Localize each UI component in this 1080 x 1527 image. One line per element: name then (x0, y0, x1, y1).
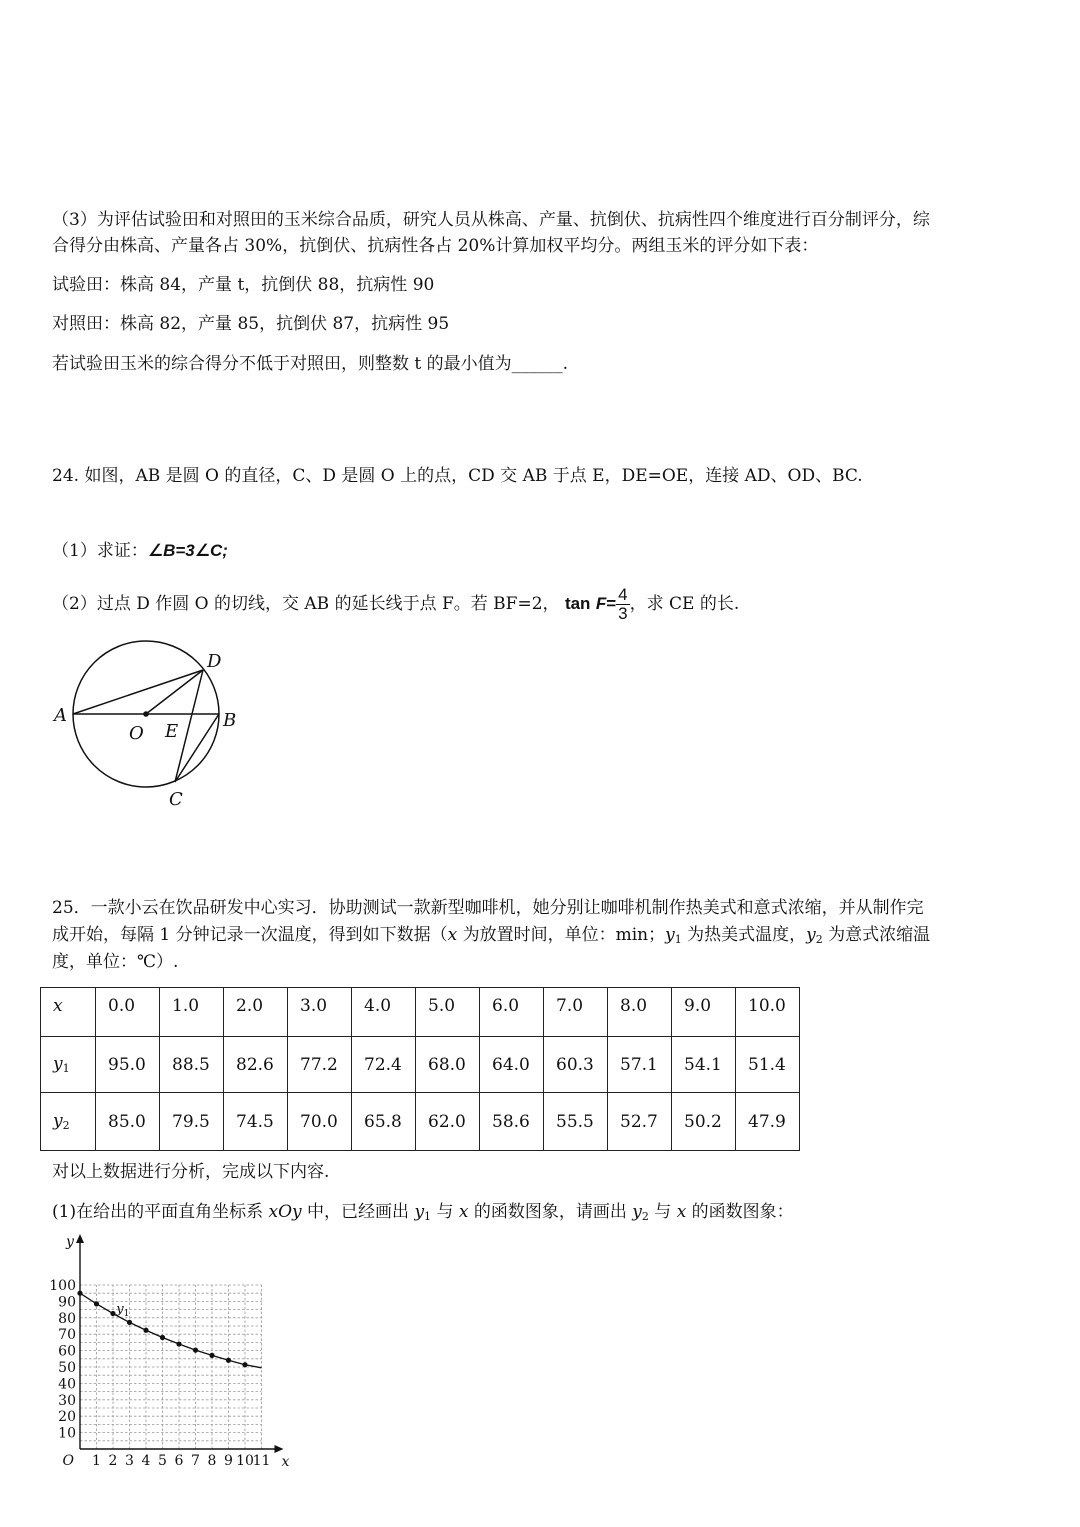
table-cell-y2-1: 79.5 (160, 1093, 224, 1151)
table-header-y2-main: y (53, 1111, 63, 1131)
table-cell-x-9: 9.0 (672, 988, 736, 1037)
q23-part3-line2: 合得分由株高、产量各占 30%，抗倒伏、抗病性各占 20%计算加权平均分。两组玉米的评分如下表： (52, 236, 819, 256)
q25-var-x: x (447, 925, 458, 945)
table-cell-y2-10: 47.9 (736, 1093, 800, 1151)
table-cell-x-1: 1.0 (160, 988, 224, 1037)
table-cell-y2-6: 58.6 (480, 1093, 544, 1151)
table-cell-y2-8: 52.7 (608, 1093, 672, 1151)
q25-part1-y2-sub: 2 (641, 1210, 649, 1223)
table-cell-y1-0: 95.0 (96, 1037, 160, 1093)
table-row-y2 (41, 1093, 800, 1151)
segment-ad (73, 670, 203, 714)
data-point-y1 (242, 1362, 247, 1367)
q25-part1-y1-sub: 1 (424, 1210, 432, 1223)
q24-part2-fraction (616, 586, 629, 623)
table-row-x (41, 988, 800, 1037)
data-point-y1 (226, 1358, 231, 1363)
label-b: B (223, 710, 237, 731)
table-cell-y1-1: 88.5 (160, 1037, 224, 1093)
y-tick-label: 40 (58, 1376, 76, 1393)
table-row-y1 (41, 1037, 800, 1093)
q24-part2-suffix: ，求 CE 的长. (629, 594, 740, 614)
y-tick-label: 80 (58, 1310, 76, 1327)
data-point-y1 (110, 1311, 115, 1316)
table-cell-y2-3: 70.0 (288, 1093, 352, 1151)
table-cell-x-8: 8.0 (608, 988, 672, 1037)
chart-tick-labels (49, 1234, 289, 1470)
q24-part1-math: ∠B=3∠C; (147, 541, 228, 560)
table-cell-y2-9: 50.2 (672, 1093, 736, 1151)
table-cell-x-10: 10.0 (736, 988, 800, 1037)
data-point-y1 (77, 1291, 82, 1296)
y-tick-label: 90 (58, 1294, 76, 1311)
q24-fraction-denominator: 3 (618, 604, 628, 623)
q23-trial-line: 试验田：株高 84，产量 t，抗倒伏 88，抗病性 90 (52, 275, 435, 295)
q25-stem-line2-d: 为意式浓缩温 (822, 925, 931, 945)
q25-part1-f: 的函数图象： (686, 1202, 794, 1222)
q25-part1-e: 与 (648, 1202, 677, 1222)
y-tick-label: 30 (58, 1392, 76, 1409)
q25-part1-x1: x (458, 1202, 469, 1222)
q25-part1-xoy: xOy (268, 1202, 302, 1222)
q25-var-y1: y (665, 925, 675, 945)
data-point-y1 (160, 1335, 165, 1340)
q24-part1-prefix: （1）求证： (52, 541, 148, 561)
table-cell-x-6: 6.0 (480, 988, 544, 1037)
table-header-y1 (41, 1037, 96, 1093)
x-tick-label: 8 (207, 1453, 217, 1469)
label-d: D (207, 651, 222, 672)
q25-data-table (40, 987, 800, 1151)
x-tick-label: 1 (92, 1453, 101, 1469)
data-point-y1 (209, 1353, 214, 1358)
q23-control-line: 对照田：株高 82，产量 85，抗倒伏 87，抗病性 95 (52, 314, 450, 334)
table-cell-y2-4: 65.8 (352, 1093, 416, 1151)
x-tick-label: 9 (224, 1453, 233, 1469)
q23-question-line: 若试验田玉米的综合得分不低于对照田，则整数 t 的最小值为______. (52, 354, 569, 374)
table-cell-x-4: 4.0 (352, 988, 416, 1037)
table-cell-x-7: 7.0 (544, 988, 608, 1037)
x-tick-label: 2 (108, 1453, 118, 1469)
q25-stem-line2 (52, 923, 930, 952)
q24-fraction-numerator: 4 (618, 585, 628, 604)
center-point-o (143, 711, 149, 717)
table-cell-x-5: 5.0 (416, 988, 480, 1037)
table-cell-y1-4: 72.4 (352, 1037, 416, 1093)
table-cell-y1-7: 60.3 (544, 1037, 608, 1093)
x-tick-label: 7 (191, 1453, 200, 1469)
y-tick-label: 60 (58, 1343, 76, 1360)
q25-coordinate-chart (40, 1232, 310, 1472)
q25-stem-line2-a: 成开始，每隔 1 分钟记录一次温度，得到如下数据（ (52, 925, 448, 945)
q24-part2-prefix: （2）过点 D 作圆 O 的切线，交 AB 的延长线于点 F。若 BF=2， (52, 594, 560, 614)
table-header-x: x (41, 988, 96, 1037)
y-tick-label: 70 (58, 1327, 76, 1344)
table-cell-x-2: 2.0 (224, 988, 288, 1037)
y-tick-label: 10 (58, 1425, 76, 1442)
table-cell-y2-2: 74.5 (224, 1093, 288, 1151)
table-header-y2-sub: 2 (62, 1119, 70, 1132)
x-tick-label: 6 (174, 1453, 184, 1469)
table-cell-y1-6: 64.0 (480, 1037, 544, 1093)
q25-part1-d: 的函数图象，请画出 (468, 1202, 633, 1222)
table-cell-y1-3: 77.2 (288, 1037, 352, 1093)
q25-part1-c: 与 (431, 1202, 459, 1222)
label-c: C (169, 789, 183, 810)
q25-part1-b: 中，已经画出 (301, 1202, 415, 1222)
table-header-y1-sub: 1 (62, 1062, 70, 1075)
segment-bc (175, 714, 219, 782)
table-cell-y2-5: 62.0 (416, 1093, 480, 1151)
q25-stem-line2-c: 为热美式温度， (681, 925, 807, 945)
q25-var-y1-sub: 1 (674, 933, 682, 946)
x-tick-label: 10 (236, 1453, 254, 1469)
table-cell-y1-2: 82.6 (224, 1037, 288, 1093)
q24-part2-eq: = (606, 594, 617, 613)
data-point-y1 (127, 1320, 132, 1325)
q24-part1 (52, 539, 228, 563)
x-tick-label: 5 (158, 1453, 167, 1469)
x-tick-label: 4 (141, 1453, 151, 1469)
label-a: A (54, 705, 67, 726)
table-cell-y1-5: 68.0 (416, 1037, 480, 1093)
x-axis-arrow (275, 1445, 284, 1453)
q25-part1-y2: y (632, 1202, 642, 1222)
table-cell-y2-7: 55.5 (544, 1093, 608, 1151)
q24-part2 (52, 584, 739, 624)
table-cell-x-3: 3.0 (288, 988, 352, 1037)
data-point-y1 (94, 1301, 99, 1306)
origin-label: O (62, 1453, 74, 1469)
q25-analysis-line: 对以上数据进行分析，完成以下内容. (52, 1162, 330, 1182)
x-axis-label: x (281, 1454, 290, 1470)
q24-stem: 24. 如图，AB 是圆 O 的直径，C、D 是圆 O 上的点，CD 交 AB 于点 E，DE=OE，连接 AD、OD、BC. (52, 466, 863, 486)
table-cell-y1-9: 54.1 (672, 1037, 736, 1093)
q25-part1-y1: y (414, 1202, 425, 1222)
y-tick-label: 20 (58, 1409, 76, 1426)
q25-part1-a: (1)在给出的平面直角坐标系 (52, 1202, 269, 1222)
chart-series (77, 1291, 261, 1368)
data-point-y1 (143, 1328, 148, 1333)
q25-stem-line1: 25．一款小云在饮品研发中心实习．协助测试一款新型咖啡机，她分别让咖啡机制作热美式和意式浓缩，并从制作完 (52, 898, 924, 918)
table-cell-y2-0: 85.0 (96, 1093, 160, 1151)
y-axis-arrow (76, 1234, 84, 1243)
table-header-y1-main: y (53, 1054, 63, 1074)
data-point-y1 (176, 1341, 181, 1346)
x-tick-label: 3 (125, 1453, 134, 1469)
q25-stem-line3: 度，单位：℃）. (52, 952, 179, 972)
x-tick-label: 11 (252, 1453, 271, 1469)
table-header-y2 (41, 1093, 96, 1151)
q25-var-y2: y (806, 925, 816, 945)
table-cell-y1-8: 57.1 (608, 1037, 672, 1093)
series-line-y1 (80, 1293, 262, 1368)
q25-part1-x2: x (676, 1202, 687, 1222)
y-tick-label: 100 (49, 1278, 76, 1294)
y-tick-label: 50 (58, 1360, 76, 1376)
label-e: E (165, 721, 179, 742)
y-axis-label: y (66, 1234, 74, 1250)
segment-od (146, 670, 203, 714)
q25-stem-line2-b: 为放置时间，单位：min； (457, 925, 666, 945)
q25-part1 (52, 1200, 794, 1229)
q23-part3-line1: （3）为评估试验田和对照田的玉米综合品质，研究人员从株高、产量、抗倒伏、抗病性四个维度进行百分制评分，综 (52, 210, 930, 230)
table-cell-x-0: 0.0 (96, 988, 160, 1037)
table-cell-y1-10: 51.4 (736, 1037, 800, 1093)
label-o: O (129, 723, 144, 744)
data-point-y1 (193, 1348, 198, 1353)
series-label-y1: $y_1$ (116, 1301, 130, 1319)
q24-part2-tan: tan (564, 594, 591, 613)
series-label-sub-y1: 1 (123, 1308, 130, 1319)
q24-circle-figure (40, 630, 260, 815)
q24-part2-F: F (595, 594, 607, 613)
q25-var-y2-sub: 2 (815, 933, 823, 946)
